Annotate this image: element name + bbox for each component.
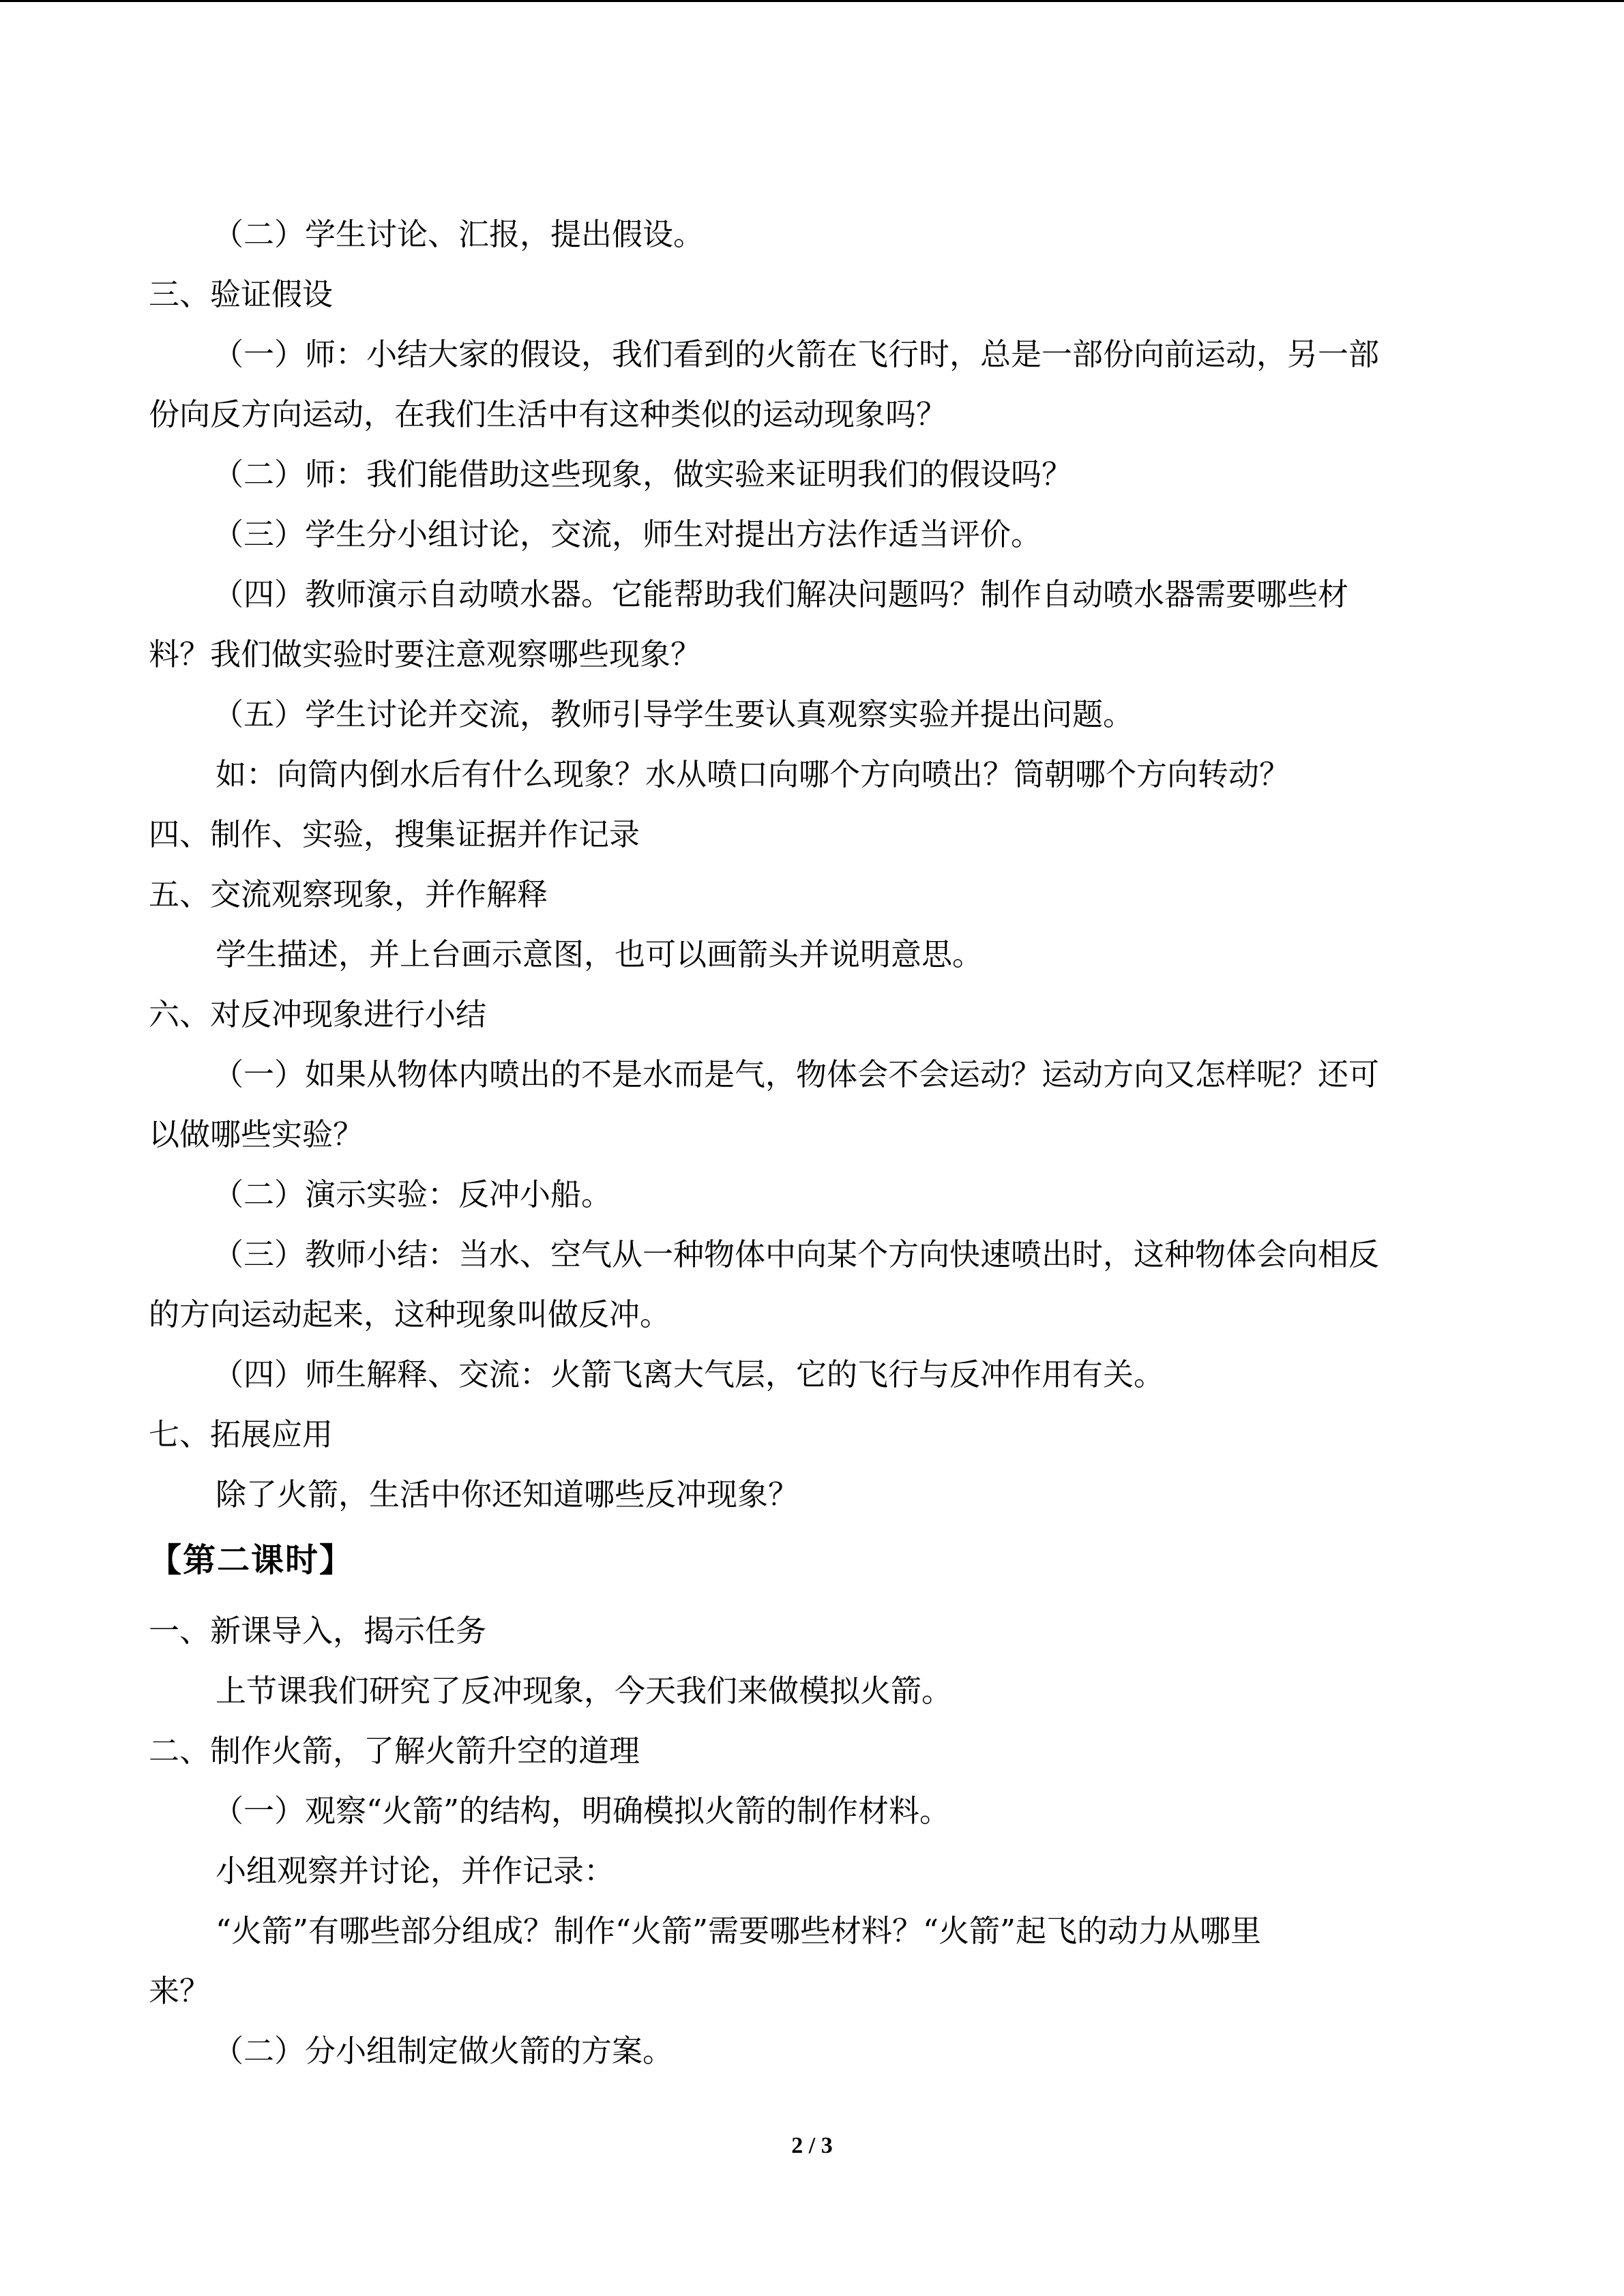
paragraph-line: 除了火箭，生活中你还知道哪些反冲现象？ bbox=[216, 1476, 799, 1512]
paragraph-line: （三）教师小结：当水、空气从一种物体中向某个方向快速喷出时，这种物体会向相反 bbox=[213, 1236, 1380, 1272]
lesson-heading: 【第二课时】 bbox=[149, 1541, 354, 1579]
paragraph-line: 三、验证假设 bbox=[149, 276, 334, 312]
section-heading: 五、交流观察现象，并作解释 bbox=[149, 876, 548, 912]
section-heading: 七、拓展应用 bbox=[149, 1416, 334, 1452]
document-body bbox=[149, 205, 1458, 2081]
paragraph-line: （一）师：小结大家的假设，我们看到的火箭在飞行时，总是一部份向前运动，另一部 bbox=[213, 336, 1380, 372]
paragraph-line: “火箭”有哪些部分组成？制作“火箭”需要哪些材料？“火箭”起飞的动力从哪里 bbox=[216, 1913, 1262, 1949]
paragraph-line: （三）学生分小组讨论，交流，师生对提出方法作适当评价。 bbox=[213, 516, 1042, 552]
paragraph-line: （五）学生讨论并交流，教师引导学生要认真观察实验并提出问题。 bbox=[213, 696, 1134, 732]
paragraph-line: 的方向运动起来，这种现象叫做反冲。 bbox=[149, 1296, 671, 1332]
paragraph-line: （二）分小组制定做火箭的方案。 bbox=[213, 2033, 674, 2069]
paragraph-line: 学生描述，并上台画示意图，也可以画箭头并说明意思。 bbox=[216, 936, 984, 972]
paragraph-line: 以做哪些实验？ bbox=[149, 1116, 364, 1152]
top-border-line bbox=[0, 0, 1624, 2]
page-number: 2 / 3 bbox=[791, 2133, 833, 2158]
paragraph-line: 来？ bbox=[149, 1973, 211, 2009]
paragraph-line: 料？我们做实验时要注意观察哪些现象？ bbox=[149, 636, 702, 672]
paragraph-line: （二）师：我们能借助这些现象，做实验来证明我们的假设吗？ bbox=[213, 456, 1073, 492]
paragraph-line: （四）师生解释、交流：火箭飞离大气层，它的飞行与反冲作用有关。 bbox=[213, 1356, 1165, 1392]
paragraph-line: （一）观察“火箭”的结构，明确模拟火箭的制作材料。 bbox=[213, 1793, 951, 1829]
section-heading: 六、对反冲现象进行小结 bbox=[149, 996, 487, 1032]
paragraph-line: （一）如果从物体内喷出的不是水而是气，物体会不会运动？运动方向又怎样呢？还可 bbox=[213, 1056, 1380, 1092]
paragraph-line: （四）教师演示自动喷水器。它能帮助我们解决问题吗？制作自动喷水器需要哪些材 bbox=[213, 576, 1349, 612]
paragraph-line: 上节课我们研究了反冲现象，今天我们来做模拟火箭。 bbox=[216, 1673, 953, 1709]
paragraph-line: （二）学生讨论、汇报，提出假设。 bbox=[213, 216, 705, 252]
paragraph-line: 份向反方向运动，在我们生活中有这种类似的运动现象吗？ bbox=[149, 396, 947, 432]
section-heading: 四、制作、实验，搜集证据并作记录 bbox=[149, 816, 640, 852]
paragraph-line: 小组观察并讨论，并作记录： bbox=[216, 1853, 615, 1889]
section-heading: 二、制作火箭，了解火箭升空的道理 bbox=[149, 1733, 640, 1769]
paragraph-line: （二）演示实验：反冲小船。 bbox=[213, 1176, 612, 1212]
section-heading: 一、新课导入，揭示任务 bbox=[149, 1613, 487, 1649]
paragraph-line: 如：向筒内倒水后有什么现象？水从喷口向哪个方向喷出？筒朝哪个方向转动？ bbox=[216, 756, 1290, 792]
